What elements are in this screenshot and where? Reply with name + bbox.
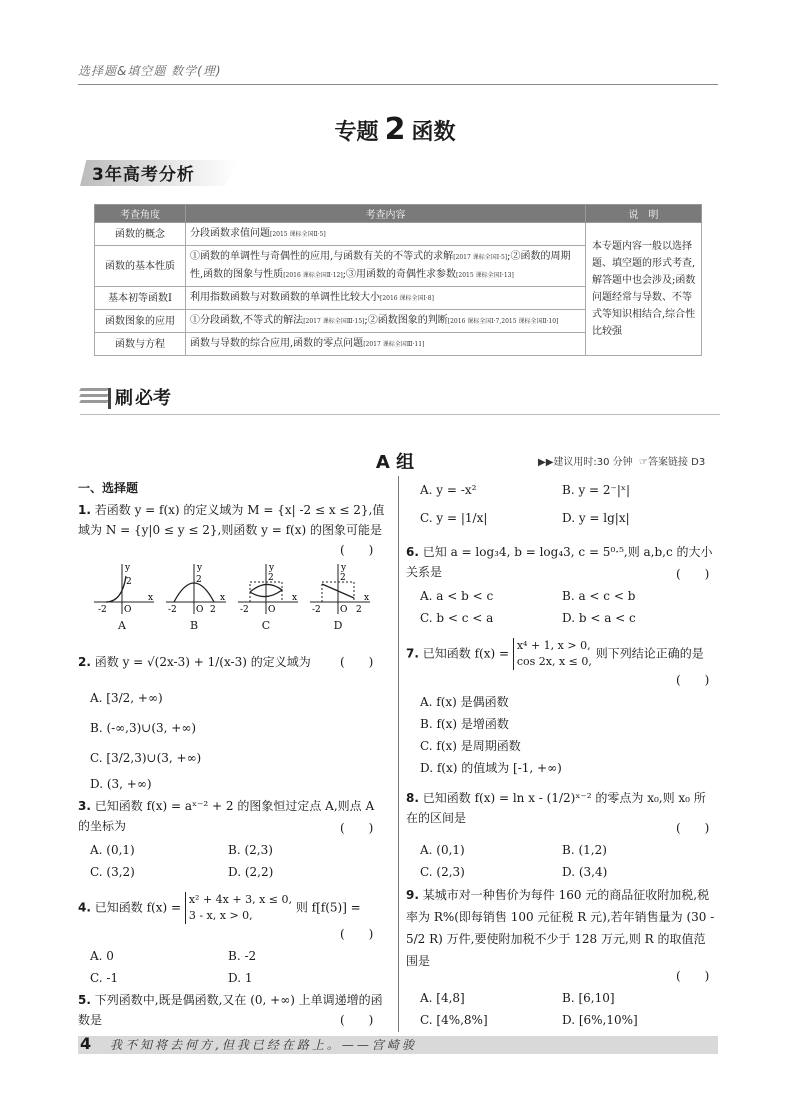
question-number: 3. <box>78 799 91 813</box>
question-text: 已知函数 f(x) = ln x - (1/2)ˣ⁻² 的零点为 x₀,则 x₀ 所在的区间是 <box>406 791 706 825</box>
row-content: 分段函数求值问题[2015 课标全国Ⅱ·5] <box>186 223 586 246</box>
table-note: 本专题内容一般以选择题、填空题的形式考查,解答题中也会涉及;函数问题经常与导数、不等式等知识相结合,综合性比较强 <box>586 223 702 356</box>
graph-a <box>94 563 154 615</box>
question-tail: 则 f[f(5)] = <box>295 900 361 915</box>
row-aspect: 函数与方程 <box>95 333 186 356</box>
graph-label-c[interactable]: C <box>261 619 271 632</box>
row-content: ①函数的单调性与奇偶性的应用,与函数有关的不等式的求解[2017 课标全国Ⅰ·5];②函数的周期性,函数的图象与性质[2016 课标全国Ⅱ·12];③用函数的奇偶性求参数[2015 课标全国Ⅰ·13] <box>186 246 586 287</box>
svg-text:2: 2 <box>356 605 362 615</box>
svg-text:x: x <box>220 593 226 603</box>
question-6 <box>406 542 716 582</box>
question-number: 1. <box>78 503 91 517</box>
row-content: ①分段函数,不等式的解法[2017 课标全国Ⅲ·15];②函数图象的判断[2016 课标全国Ⅰ·7,2015 课标全国Ⅱ·10] <box>186 310 586 333</box>
option-a[interactable]: A. 0 <box>90 949 114 963</box>
option-d[interactable]: D. [6%,10%] <box>562 1013 638 1027</box>
question-number: 4. <box>78 900 91 915</box>
option-d[interactable]: D. 1 <box>228 971 253 985</box>
header-rule <box>78 84 718 85</box>
row-content: 利用指数函数与对数函数的单调性比较大小[2016 课标全国Ⅰ·8] <box>186 287 586 310</box>
svg-text:x: x <box>292 593 298 603</box>
question-text: 已知函数 f(x) = aˣ⁻² + 2 的图象恒过定点 A,则点 A 的坐标为 <box>78 799 375 833</box>
svg-text:2: 2 <box>196 575 202 585</box>
answer-paren[interactable]: ( ) <box>340 821 374 835</box>
option-b[interactable]: B. (2,3) <box>228 843 273 857</box>
svg-text:O: O <box>340 605 348 615</box>
question-number: 7. <box>406 646 419 661</box>
answer-paren[interactable]: ( ) <box>340 655 374 669</box>
question-number: 5. <box>78 993 91 1007</box>
section-rule <box>80 414 720 415</box>
graph-label-b[interactable]: B <box>189 619 199 632</box>
question-text: 函数 y = √(2x-3) + 1/(x-3) 的定义域为 <box>94 655 311 669</box>
question-number: 8. <box>406 791 419 805</box>
option-b[interactable]: B. (-∞,3)∪(3, +∞) <box>90 721 197 735</box>
col-header-note: 说 明 <box>586 205 702 223</box>
svg-text:O: O <box>196 605 204 615</box>
question-7 <box>406 638 716 670</box>
graph-label-a[interactable]: A <box>118 619 126 632</box>
question-tail: 则下列结论正确的是 <box>595 646 704 661</box>
analysis-table <box>94 204 702 356</box>
question-text: 下列函数中,既是偶函数,又在 (0, +∞) 上单调递增的函数是 <box>78 993 383 1027</box>
answer-paren[interactable]: ( ) <box>676 969 710 983</box>
svg-text:y: y <box>125 563 131 573</box>
option-d[interactable]: D. y = lg|x| <box>562 511 630 525</box>
row-aspect: 基本初等函数Ⅰ <box>95 287 186 310</box>
option-b[interactable]: B. (1,2) <box>562 843 607 857</box>
option-c[interactable]: C. f(x) 是周期函数 <box>420 739 521 753</box>
running-header: 选择题&填空题 数学(理) <box>78 64 222 78</box>
title-name: 函数 <box>411 120 456 145</box>
question-8 <box>406 788 716 828</box>
question-number: 9. <box>406 888 419 902</box>
answer-paren[interactable]: ( ) <box>340 927 374 941</box>
option-a[interactable]: A. y = -x² <box>420 483 477 497</box>
question-text: 某城市对一种售价为每件 160 元的商品征收附加税,税率为 R%(即每销售 100 元征税 R 元),若年销售量为 (30 - 5/2 R) 万件,要使附加税不少于 128 万元,则 R 的取值范围是 <box>406 888 715 968</box>
case-2: 3 - x, x > 0, <box>188 909 253 922</box>
col-header-aspect: 考查角度 <box>95 205 186 223</box>
svg-text:-2: -2 <box>240 605 249 615</box>
option-a[interactable]: A. (0,1) <box>420 843 465 857</box>
option-b[interactable]: B. y = 2⁻|ˣ| <box>562 483 631 497</box>
option-c[interactable]: C. b < c < a <box>420 611 494 625</box>
row-content: 函数与导数的综合应用,函数的零点问题[2017 课标全国Ⅲ·11] <box>186 333 586 356</box>
section-bars-decoration <box>80 388 108 406</box>
table-row <box>95 223 702 246</box>
option-b[interactable]: B. f(x) 是增函数 <box>420 717 509 731</box>
svg-text:2: 2 <box>340 573 346 583</box>
option-a[interactable]: A. [3/2, +∞) <box>90 691 163 705</box>
option-b[interactable]: B. a < c < b <box>562 589 636 603</box>
svg-text:O: O <box>124 605 132 615</box>
row-aspect: 函数图象的应用 <box>95 310 186 333</box>
page-title <box>0 112 790 147</box>
section-label: 一、选择题 <box>78 481 139 495</box>
option-c[interactable]: C. [3/2,3)∪(3, +∞) <box>90 751 202 765</box>
section-title: 必考 <box>135 388 171 409</box>
svg-text:x: x <box>364 593 370 603</box>
option-a[interactable]: A. a < b < c <box>420 589 494 603</box>
section-mark: 刷 <box>108 388 133 409</box>
answer-link[interactable]: ☞答案链接 D3 <box>639 457 706 468</box>
svg-text:y: y <box>197 563 203 573</box>
graph-label-d[interactable]: D <box>333 619 343 632</box>
answer-paren[interactable]: ( ) <box>676 821 710 835</box>
option-a[interactable]: A. f(x) 是偶函数 <box>420 695 509 709</box>
svg-text:O: O <box>268 605 276 615</box>
question-4 <box>78 892 398 924</box>
svg-text:y: y <box>341 563 347 573</box>
question-text: 若函数 y = f(x) 的定义域为 M = {x| -2 ≤ x ≤ 2},值域为 N = {y|0 ≤ y ≤ 2},则函数 y = f(x) 的图象可能是 <box>78 503 385 537</box>
row-aspect: 函数的基本性质 <box>95 246 186 287</box>
question-number: 6. <box>406 545 419 559</box>
option-d[interactable]: D. b < a < c <box>562 611 636 625</box>
question-number: 2. <box>78 655 91 669</box>
option-c[interactable]: C. -1 <box>90 971 119 985</box>
suggested-time: ▶▶建议用时:30 分钟 <box>538 457 633 468</box>
footer-quote: 我不知将去何方,但我已经在路上。——宫崎骏 <box>110 1038 417 1052</box>
group-title: A 组 <box>375 452 415 473</box>
option-d[interactable]: D. f(x) 的值域为 [-1, +∞) <box>420 761 562 775</box>
answer-paren[interactable]: ( ) <box>676 567 710 581</box>
answer-paren[interactable]: ( ) <box>676 673 710 687</box>
title-number: 2 <box>384 112 406 147</box>
option-a[interactable]: A. (0,1) <box>90 843 135 857</box>
svg-text:-2: -2 <box>168 605 177 615</box>
option-c[interactable]: C. (3,2) <box>90 865 135 879</box>
case-1: x⁴ + 1, x > 0, <box>516 639 591 652</box>
option-d[interactable]: D. (2,2) <box>228 865 274 879</box>
question-lead: 已知函数 f(x) = <box>94 900 182 915</box>
svg-text:-2: -2 <box>98 605 107 615</box>
option-d[interactable]: D. (3,4) <box>562 865 608 879</box>
piecewise-cases <box>513 638 592 670</box>
question-text: 已知 a = log₃4, b = log₄3, c = 5⁰·⁵,则 a,b,c 的大小关系是 <box>406 545 713 579</box>
question-1 <box>78 500 388 540</box>
option-c[interactable]: C. (2,3) <box>420 865 465 879</box>
group-info <box>538 453 705 468</box>
option-a[interactable]: A. [4,8] <box>420 991 465 1005</box>
analysis-banner: 3年高考分析 <box>92 165 195 185</box>
svg-text:2: 2 <box>268 573 274 583</box>
option-d[interactable]: D. (3, +∞) <box>90 777 152 791</box>
q1-graphs <box>92 562 382 618</box>
section-heading <box>108 384 171 410</box>
question-lead: 已知函数 f(x) = <box>422 646 510 661</box>
option-b[interactable]: B. -2 <box>228 949 257 963</box>
option-c[interactable]: C. [4%,8%] <box>420 1013 488 1027</box>
case-1: x² + 4x + 3, x ≤ 0, <box>188 893 292 906</box>
graph-c <box>238 563 298 615</box>
svg-text:2: 2 <box>126 577 132 587</box>
graph-b <box>166 563 226 615</box>
option-b[interactable]: B. [6,10] <box>562 991 615 1005</box>
page-number: 4 <box>80 1034 92 1053</box>
answer-paren[interactable]: ( ) <box>340 1013 374 1027</box>
svg-text:x: x <box>148 593 154 603</box>
col-header-content: 考查内容 <box>186 205 586 223</box>
graph-d <box>310 563 370 615</box>
svg-text:y: y <box>269 563 275 573</box>
svg-text:2: 2 <box>210 605 216 615</box>
svg-text:-2: -2 <box>312 605 321 615</box>
question-9 <box>406 884 716 972</box>
answer-paren[interactable]: ( ) <box>340 543 374 557</box>
piecewise-cases <box>185 892 292 924</box>
case-2: cos 2x, x ≤ 0, <box>516 655 592 668</box>
column-divider <box>398 476 399 1032</box>
title-prefix: 专题 <box>334 120 379 145</box>
option-c[interactable]: C. y = |1/x| <box>420 511 488 525</box>
row-aspect: 函数的概念 <box>95 223 186 246</box>
